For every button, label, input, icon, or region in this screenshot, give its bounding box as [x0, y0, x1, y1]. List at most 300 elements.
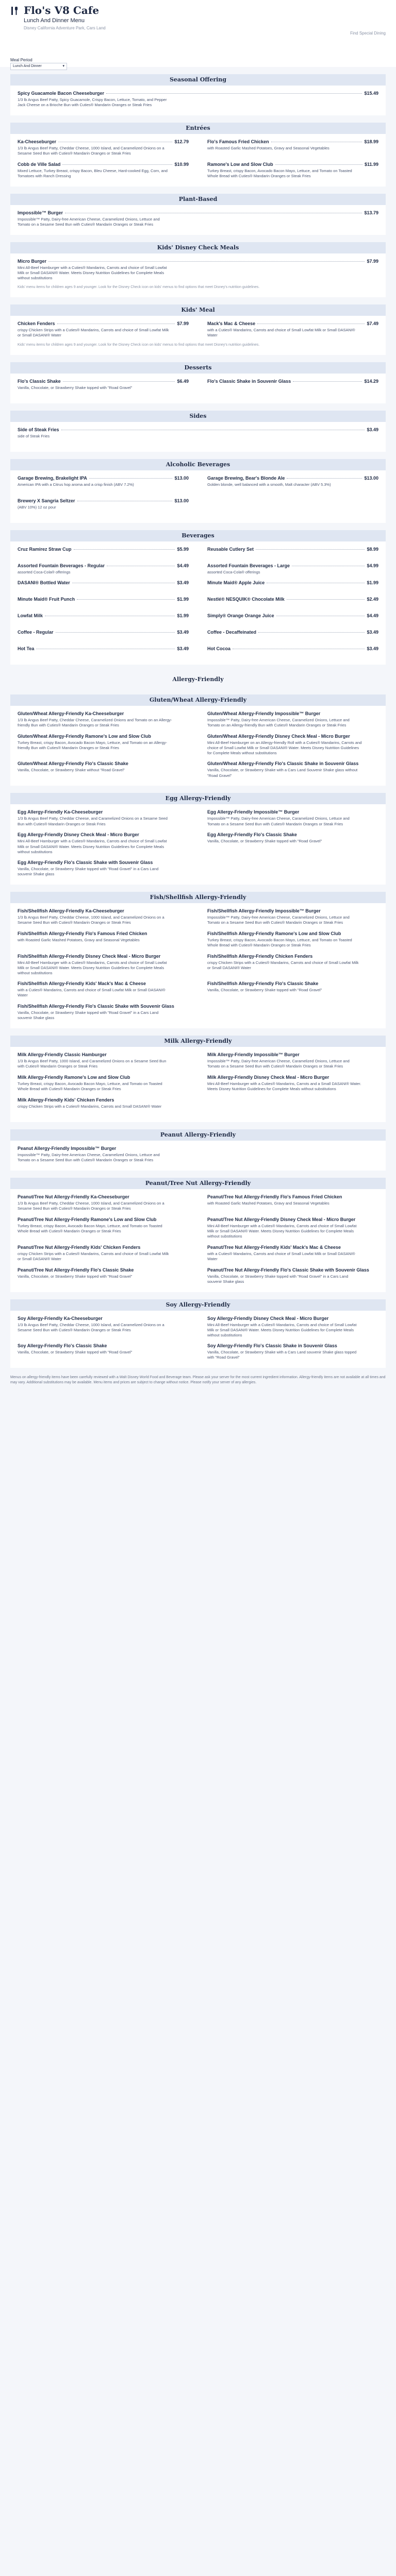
section-header: Kids' Meal: [10, 304, 386, 316]
section-header: Alcoholic Beverages: [10, 459, 386, 470]
menu-item-description: Mini All-Beef Hamburger on an Allergy-friendly Roll with a Cuties® Mandarins, Carrots and choice of Small Lowfat Milk or Small DASANI® Water. Meets Disney Nutrition Guidelines for Complete Meals without substitutions: [207, 740, 362, 756]
menu-item-name: Flo's Classic Shake: [18, 378, 61, 384]
allergy-item-grid: [18, 711, 378, 778]
menu-item-name: Gluten/Wheat Allergy-Friendly Disney Check Meal - Micro Burger: [207, 734, 350, 739]
menu-item-description: Vanilla, Chocolate, or Strawberry Shake topped with "Road Gravel": [207, 839, 322, 844]
menu-item-description: Impossible™ Patty, Dairy-free American Cheese, Caramelized Onions, Lettuce and Tomato on an Allergy-friendly Bun with Cuties® Mandarin Oranges or Steak Fries: [207, 718, 350, 728]
section-body: [10, 422, 386, 452]
allergy-menu-item: [207, 1075, 378, 1092]
menu-item-row: [207, 1267, 378, 1273]
menu-item-price: $3.49: [177, 630, 189, 635]
section-body: [10, 374, 386, 403]
allergy-menu-item: [207, 981, 378, 998]
leader-dots: [287, 478, 362, 479]
allergy-menu-item: [207, 1245, 378, 1262]
item-grid: [18, 321, 378, 338]
menu-item-row: [18, 761, 189, 766]
allergy-menu-item: [18, 931, 189, 948]
header: [0, 0, 396, 67]
allergy-section-header: Peanut Allergy-Friendly: [10, 1129, 386, 1141]
menu-item-price: $13.79: [364, 210, 378, 215]
leader-dots: [77, 599, 175, 600]
allergy-item-grid: [18, 908, 378, 1021]
section-body: [10, 86, 386, 115]
menu-item-name: Gluten/Wheat Allergy-Friendly Flo's Classic Shake: [18, 761, 128, 767]
menu-item: [207, 630, 378, 641]
menu-item-price: $7.99: [367, 259, 378, 264]
menu-item-description: crispy Chicken Strips with a Cuties® Mandarins, Carrots and choice of Small Lowfat Milk or Small DASANI® Water: [18, 1251, 169, 1261]
menu-item-description: (ABV 10%) 12 oz pour: [18, 504, 56, 510]
menu-item-name: Soy Allergy-Friendly Flo's Classic Shake: [18, 1343, 107, 1348]
menu-item-row: [18, 630, 189, 635]
menu-item: [18, 498, 189, 516]
menu-item-name: Gluten/Wheat Allergy-Friendly Impossible™ Burger: [207, 711, 321, 717]
menu-item: [18, 630, 189, 641]
menu-item: [207, 646, 378, 657]
allergy-menu-item: [18, 1146, 378, 1163]
allergy-section-body: [10, 1189, 386, 1292]
menu-item-name: Milk Allergy-Friendly Classic Hamburger: [18, 1052, 107, 1058]
menu-item-description: Mixed Lettuce, Turkey Breast, crispy Bacon, Bleu Cheese, Hard-cooked Egg, Corn, and Tomatoes with Ranch Dressing: [18, 168, 168, 179]
menu-item-name: Fish/Shellfish Allergy-Friendly Chicken Fenders: [207, 953, 313, 959]
allergy-section-header: Peanut/Tree Nut Allergy-Friendly: [10, 1178, 386, 1189]
section-body: [10, 253, 386, 297]
menu-item-row: [18, 597, 189, 602]
allergy-menu-item: [18, 1343, 189, 1361]
menu-item-description: Impossible™ Patty, Dairy-free American Cheese, Caramelized Onions, Lettuce and Tomato on a Sesame Seed Bun with Cuties® Mandarin Oranges or Steak Fries: [207, 1059, 350, 1069]
allergy-menu-item: [18, 734, 189, 756]
menu-item-row: [18, 1316, 189, 1321]
menu-item-name: Hot Cocoa: [207, 646, 230, 652]
menu-item-description: with a Cuties® Mandarins, Carrots and choice of Small Lowfat Milk or Small DASANI® Water: [207, 1251, 355, 1261]
menu-item-description: Mini All-Beef Hamburger with a Cuties® Mandarins, Carrots and choice of Small Lowfat Milk or Small DASANI® Water. Meets Disney Nutrition Guidelines for Complete Meals without substitutions: [18, 265, 167, 281]
menu-item: [18, 646, 189, 657]
menu-item-row: [207, 809, 378, 815]
item-grid: [18, 91, 378, 108]
menu-item-description: Vanilla, Chocolate, or Strawberry Shake topped with "Road Gravel" in a Cars Land souvenir Shake glass: [18, 866, 159, 876]
menu-item-name: Fish/Shellfish Allergy-Friendly Impossible™ Burger: [207, 908, 321, 913]
menu-item-row: [207, 1343, 378, 1348]
menu-item-description: Vanilla, Chocolate, or Strawberry Shake without "Road Gravel": [18, 768, 125, 773]
menu-item-name: Flo's Famous Fried Chicken: [207, 139, 269, 144]
menu-item-row: [18, 711, 189, 716]
menu-item: [207, 476, 378, 493]
meal-period-label: Meal Period: [10, 58, 32, 62]
menu-item-description: with Roasted Garlic Mashed Potatoes, Gravy and Seasonal Vegetables: [207, 146, 329, 150]
menu-item-row: [18, 210, 378, 215]
item-grid: [18, 210, 378, 228]
menu-item: [18, 547, 189, 558]
menu-item-row: [18, 498, 189, 503]
leader-dots: [48, 261, 365, 262]
menu-item-row: [207, 1316, 378, 1321]
menu-item-description: assorted Coca-Cola® offerings: [207, 569, 260, 574]
menu-item-name: Ka-Cheeseburger: [18, 139, 57, 144]
menu-item-price: $14.29: [364, 378, 378, 384]
menu-item-description: 1/3 lb Angus Beef Patty, Cheddar Cheese, 1000 Island, and Caramelized Onions on a Sesame Seed Bun with Cuties® Mandarin Oranges or Steak Fries: [18, 914, 164, 925]
allergy-menu-item: [207, 734, 378, 756]
menu-item-description: Golden blonde, well balanced with a smooth, Malt character (ABV 5.3%): [207, 482, 331, 487]
menu-item: [207, 162, 378, 179]
find-special-dining-link[interactable]: Find Special Dining: [350, 31, 386, 36]
item-grid: [18, 427, 378, 445]
location-text: Disney California Adventure Park, Cars Land: [24, 26, 106, 30]
menu-item-row: [207, 547, 378, 552]
menu-item-price: $3.49: [367, 427, 378, 432]
menu-item: [207, 321, 378, 338]
menu-item-row: [207, 476, 378, 481]
menu-item-name: Fish/Shellfish Allergy-Friendly Ka-Cheeseburger: [18, 908, 124, 913]
allergy-menu-item: [18, 711, 189, 728]
menu-item-name: Fish/Shellfish Allergy-Friendly Flo's Famous Fried Chicken: [18, 930, 147, 936]
menu-item-name: Gluten/Wheat Allergy-Friendly Ramone's Low and Slow Club: [18, 734, 151, 739]
menu-item-row: [18, 832, 189, 837]
allergy-item-grid: [18, 1146, 378, 1163]
menu-item: [18, 139, 189, 157]
menu-item-name: Cobb de Ville Salad: [18, 162, 61, 167]
menu-item-price: $6.49: [177, 378, 189, 384]
menu-item-description: Vanilla, Chocolate, or Strawberry Shake topped with "Road Gravel" in a Cars Land souvenir Shake glass: [18, 1010, 159, 1021]
menu-item-description: Vanilla, Chocolate, or Strawberry Shake topped with "Road Gravel": [207, 988, 322, 993]
menu-item-description: 1/3 lb Angus Beef Patty, Spicy Guacamole, Crispy Bacon, Lettuce, Tomato, and Pepper Jack Cheese on a Brioche Bun with Cuties® Mandarin Oranges or Steak Fries: [18, 97, 167, 108]
allergy-menu-item: [18, 1245, 189, 1262]
allergy-menu-item: [18, 809, 189, 827]
allergy-menu-item: [18, 832, 189, 854]
section-header: Entrées: [10, 123, 386, 134]
menu-item-description: Vanilla, Chocolate, or Strawberry Shake topped with "Road Gravel": [18, 1349, 133, 1354]
menu-item: [18, 476, 189, 493]
allergy-section-header: Fish/Shellfish Allergy-Friendly: [10, 892, 386, 903]
menu-item: [207, 613, 378, 624]
menu-item-row: [18, 1146, 378, 1151]
menu-item-price: $5.99: [177, 546, 189, 552]
menu-item-name: Milk Allergy-Friendly Ramone's Low and Slow Club: [18, 1075, 130, 1080]
menu-item-name: Lowfat Milk: [18, 613, 43, 619]
menu-item-row: [18, 162, 189, 167]
menu-item-name: Simply® Orange Orange Juice: [207, 613, 274, 619]
allergy-section-header: Gluten/Wheat Allergy-Friendly: [10, 694, 386, 706]
menu-item-name: DASANI® Bottled Water: [18, 580, 70, 586]
allergy-item-grid: [18, 1316, 378, 1361]
allergy-menu-item: [18, 1267, 189, 1285]
menu-item: [18, 427, 378, 445]
section-body: [10, 470, 386, 523]
allergy-menu-item: [18, 1052, 189, 1070]
menu-item-description: Turkey Breast, crispy Bacon, Avocado Bacon Mayo, Lettuce, and Tomato on an Allergy-friendly Bun with Cuties® Mandarin Oranges or Steak Fries: [18, 740, 168, 751]
allergy-item-grid: [18, 1194, 378, 1284]
menu-item-description: Turkey Breast, crispy Bacon, Avocado Bacon Mayo, Lettuce, and Tomato on Toasted Whole Bread with Cuties® Mandarin Oranges or Steak Fries: [207, 937, 352, 947]
page-title: Flo's V8 Cafe: [24, 4, 100, 16]
menu-item-name: Peanut Allergy-Friendly Impossible™ Burger: [18, 1146, 117, 1151]
leader-dots: [89, 478, 173, 479]
menu-item-name: Egg Allergy-Friendly Disney Check Meal - Micro Burger: [18, 832, 139, 838]
menu-item-name: Peanut/Tree Nut Allergy-Friendly Disney Check Meal - Micro Burger: [207, 1217, 356, 1223]
menu-item-description: with a Cuties® Mandarins, Carrots and choice of Small Lowfat Milk or Small DASANI® Water: [18, 988, 166, 998]
menu-item-price: $10.99: [174, 162, 189, 167]
menu-item-row: [18, 259, 378, 264]
chevron-down-icon: ▾: [62, 64, 64, 68]
menu-item-name: Nestlé® NESQUIK® Chocolate Milk: [207, 597, 285, 602]
leader-dots: [106, 93, 362, 94]
menu-item-price: $1.99: [177, 613, 189, 619]
menu-item: [18, 580, 189, 591]
allergy-friendly-heading: Allergy-Friendly: [172, 676, 224, 683]
leader-dots: [275, 164, 362, 165]
menu-item-price: $12.79: [174, 139, 189, 144]
menu-item-price: $1.99: [177, 597, 189, 602]
section-note: Kids' menu items for children ages 9 and younger. Look for the Disney Check icon on kids' menus to find options that meet Disney's nutrition guidelines.: [18, 285, 260, 290]
menu-item-row: [18, 1004, 189, 1009]
menu-item-row: [207, 580, 378, 585]
item-grid: [18, 139, 378, 179]
menu-item-description: Vanilla, Chocolate, or Strawberry Shake with a Cars Land Souvenir Shake glass without "Road Gravel": [207, 768, 358, 778]
menu-item-price: $2.49: [367, 597, 378, 602]
allergy-menu-item: [18, 981, 189, 998]
menu-item-description: Turkey Breast, crispy Bacon, Avocado Bacon Mayo, Lettuce, and Tomato on Toasted Whole Bread with Cuties® Mandarin Oranges or Steak Fries: [207, 168, 352, 179]
allergy-section-header: Egg Allergy-Friendly: [10, 793, 386, 804]
menu-item-row: [18, 908, 189, 913]
item-grid: [18, 259, 378, 281]
allergy-menu-item: [207, 1343, 378, 1361]
menu-item-description: 1/3 lb Angus Beef Patty, Cheddar Cheese, 1000 Island, and Caramelized Onions on a Sesame Seed Bun with Cuties® Mandarin Oranges or Steak Fries: [18, 1322, 164, 1332]
allergy-menu-item: [18, 1217, 189, 1239]
menu-item-price: $11.99: [364, 162, 378, 167]
menu-item-row: [18, 476, 189, 481]
menu-item-row: [18, 1194, 189, 1199]
menu-item-name: Egg Allergy-Friendly Impossible™ Burger: [207, 809, 300, 815]
leader-dots: [293, 381, 362, 382]
item-grid: [18, 476, 378, 516]
menu-item-description: Mini All-Beef Hamburger with a Cuties® Mandarins, Carrots and choice of Small Lowfat Milk or Small DASANI® Water. Meets Disney Nutrition Guidelines for Complete Meals without substitutions: [207, 1224, 357, 1239]
menu-item: [18, 597, 189, 608]
menu-item-row: [18, 547, 189, 552]
menu-item-row: [207, 613, 378, 618]
menu-item-row: [18, 139, 189, 144]
menu-item-row: [18, 1097, 189, 1103]
menu-item-name: Mack's Mac & Cheese: [207, 321, 256, 327]
allergy-section-body: [10, 903, 386, 1028]
menu-item-name: Egg Allergy-Friendly Flo's Classic Shake with Souvenir Glass: [18, 859, 153, 865]
menu-item-name: Micro Burger: [18, 259, 47, 264]
menu-item-name: Milk Allergy-Friendly Kids' Chicken Fenders: [18, 1097, 114, 1103]
menu-item-row: [207, 711, 378, 716]
menu-item-name: Garage Brewing, Brakelight IPA: [18, 475, 87, 481]
menu-item: [207, 563, 378, 575]
section-header: Sides: [10, 411, 386, 422]
allergy-menu-item: [207, 832, 378, 854]
menu-item-name: Gluten/Wheat Allergy-Friendly Flo's Classic Shake in Souvenir Glass: [207, 761, 359, 767]
menu-item-row: [18, 1217, 189, 1222]
menu-item-row: [18, 931, 189, 936]
menu-item-description: crispy Chicken Strips with a Cuties® Mandarins, Carrots and Small DASANI® Water: [18, 1104, 162, 1109]
section-header: Desserts: [10, 362, 386, 374]
allergy-menu-item: [18, 761, 189, 778]
allergy-menu-item: [207, 908, 378, 926]
allergy-section-body: [10, 1141, 386, 1171]
menu-item-name: Peanut/Tree Nut Allergy-Friendly Ka-Cheeseburger: [18, 1194, 129, 1200]
allergy-item-grid: [18, 1052, 378, 1115]
allergy-menu-item: [207, 1217, 378, 1239]
leader-dots: [287, 599, 365, 600]
menu-item-description: 1/3 lb Angus Beef Patty, Cheddar Cheese, 1000 Island, and Caramelized Onions on a Sesame Seed Bun with Cuties® Mandarin Oranges or Steak Fries: [18, 146, 164, 156]
menu-item-name: Brewery X Sangria Seltzer: [18, 498, 75, 503]
menu-item-row: [207, 646, 378, 651]
menu-item-description: 1/3 lb Angus Beef Patty, Cheddar Cheese, and Caramelized Onions on a Sesame Seed Bun with Cuties® Mandarin Oranges or Steak Fries: [18, 816, 168, 826]
menu-item-price: $7.49: [367, 321, 378, 327]
menu-item-price: $8.99: [367, 546, 378, 552]
menu-item-description: Mini All-Beef Hamburger with a Cuties® Mandarins, Carrots and choice of Small Lowfat Milk or Small DASANI® Water. Meets Disney Nutrition Guidelines for Complete Meals without substitutions: [18, 839, 167, 854]
menu-item-row: [18, 321, 189, 326]
menu-item-name: Peanut/Tree Nut Allergy-Friendly Kids' Mack's Mac & Cheese: [207, 1244, 341, 1250]
menu-item-row: [18, 809, 189, 815]
menu-item-row: [18, 954, 189, 959]
menu-item-name: Peanut/Tree Nut Allergy-Friendly Kids' Chicken Fenders: [18, 1244, 141, 1250]
menu-item-name: Garage Brewing, Bear's Blonde Ale: [207, 475, 285, 481]
menu-item-description: Vanilla, Chocolate, or Strawberry Shake topped with "Road Gravel" in a Cars Land souvenir Shake glass: [207, 1274, 349, 1284]
menu-item-price: $4.49: [367, 613, 378, 619]
allergy-menu-item: [207, 1316, 378, 1338]
section-header: Beverages: [10, 530, 386, 541]
section-header: Plant-Based: [10, 194, 386, 205]
menu-item-name: Coffee - Decaffeinated: [207, 630, 257, 635]
allergy-section-body: [10, 706, 386, 786]
menu-item-name: Gluten/Wheat Allergy-Friendly Ka-Cheeseburger: [18, 711, 124, 717]
allergy-menu-item: [207, 809, 378, 827]
menu-item-price: $4.99: [367, 563, 378, 568]
menu-item-description: American IPA with a Citrus hop aroma and a crisp finish (ABV 7.2%): [18, 482, 134, 487]
menu-item-name: Spicy Guacamole Bacon Cheeseburger: [18, 91, 105, 96]
section-body: [10, 541, 386, 665]
menu-item-row: [207, 630, 378, 635]
menu-item-row: [207, 139, 378, 144]
menu-item-price: $13.00: [174, 475, 189, 481]
menu-item-row: [207, 597, 378, 602]
menu-item-description: crispy Chicken Strips with a Cuties® Mandarins, Carrots and choice of Small Lowfat Milk or Small DASANI® Water: [18, 328, 169, 338]
restaurant-icon: [10, 6, 19, 15]
menu-item-name: Soy Allergy-Friendly Ka-Cheeseburger: [18, 1315, 103, 1321]
menu-item: [18, 91, 378, 108]
menu-item-row: [18, 646, 189, 651]
menu-item-description: Vanilla, Chocolate, or Strawberry Shake topped with "Road Gravel": [18, 1274, 133, 1279]
menu-item-row: [207, 1245, 378, 1250]
menu-item-price: $3.49: [177, 646, 189, 652]
menu-item-price: $13.00: [364, 475, 378, 481]
menu-item-row: [18, 379, 189, 384]
allergy-section-body: [10, 1047, 386, 1122]
menu-item-description: with a Cuties® Mandarins, Carrots and choice of Small Lowfat Milk or Small DASANI® Water: [207, 328, 355, 338]
menu-item-description: Impossible™ Patty, Dairy-free American Cheese, Caramelized Onions, Lettuce and Tomato on a Sesame Seed Bun with Cuties® Mandarin Oranges or Steak Fries: [207, 816, 350, 826]
allergy-menu-item: [18, 1194, 189, 1212]
menu-item: [207, 379, 378, 396]
menu-item-price: $18.99: [364, 139, 378, 144]
menu-item-row: [207, 563, 378, 568]
menu-content: [0, 74, 396, 1368]
menu-item-name: Fish/Shellfish Allergy-Friendly Flo's Classic Shake: [207, 981, 319, 987]
menu-item-name: Fish/Shellfish Allergy-Friendly Kids' Mack's Mac & Cheese: [18, 981, 146, 987]
menu-item: [207, 547, 378, 558]
menu-item-row: [18, 580, 189, 585]
menu-item-name: Minute Maid® Fruit Punch: [18, 597, 75, 602]
menu-item-description: Mini All-Beef Hamburger with a Cuties® Mandarins, Carrots and choice of Small Lowfat Milk or Small DASANI® Water. Meets Disney Nutrition Guidelines for Complete Meals without substitutions: [18, 960, 167, 976]
meal-period-select[interactable]: [10, 63, 67, 70]
menu-item-row: [18, 1343, 189, 1348]
leader-dots: [56, 632, 175, 633]
menu-item-name: Assorted Fountain Beverages - Large: [207, 563, 290, 568]
menu-item: [18, 379, 189, 396]
menu-item-name: Peanut/Tree Nut Allergy-Friendly Flo's Classic Shake: [18, 1267, 134, 1273]
item-grid: [18, 547, 378, 657]
menu-item-row: [18, 1245, 189, 1250]
menu-item: [18, 162, 189, 179]
menu-item-description: with Roasted Garlic Mashed Potatoes, Gravy and Seasonal Vegetables: [18, 937, 140, 942]
menu-item-row: [18, 563, 189, 568]
leader-dots: [63, 381, 175, 382]
menu-subtitle: Lunch And Dinner Menu: [24, 18, 85, 24]
menu-item-description: Impossible™ Patty, Dairy-free American Cheese, Caramelized Onions, Lettuce and Tomato on a Sesame Seed Bun with Cuties® Mandarin Oranges or Steak Fries: [18, 217, 160, 227]
menu-item-name: Hot Tea: [18, 646, 35, 652]
menu-item-description: assorted Coca-Cola® offerings: [18, 569, 71, 574]
menu-item-row: [18, 734, 189, 739]
menu-item: [18, 563, 189, 575]
menu-item: [18, 210, 378, 228]
menu-item-name: Peanut/Tree Nut Allergy-Friendly Ramone's Low and Slow Club: [18, 1217, 157, 1223]
menu-item-row: [18, 981, 189, 986]
menu-item-description: 1/3 lb Angus Beef Patty, Cheddar Cheese, Caramelized Onions and Tomato on an Allergy-friendly Bun with Cuties® Mandarin Oranges or Steak Fries: [18, 718, 172, 728]
allergy-section-body: [10, 1311, 386, 1368]
menu-item-row: [18, 427, 378, 432]
allergy-menu-item: [207, 761, 378, 778]
allergy-menu-item: [207, 1052, 378, 1070]
allergy-menu-item: [18, 860, 189, 877]
section-body: [10, 134, 386, 187]
menu-item-row: [207, 832, 378, 837]
menu-item-name: Ramone's Low and Slow Club: [207, 162, 273, 167]
menu-item-name: Milk Allergy-Friendly Disney Check Meal - Micro Burger: [207, 1075, 329, 1080]
menu-item-name: Impossible™ Burger: [18, 210, 63, 215]
menu-item-name: Flo's Classic Shake in Souvenir Glass: [207, 378, 291, 384]
menu-item: [207, 597, 378, 608]
menu-item-row: [18, 1075, 189, 1080]
menu-item-price: $1.99: [367, 580, 378, 586]
menu-item-description: Vanilla, Chocolate, or Strawberry Shake topped with "Road Gravel": [18, 385, 133, 390]
footer-disclaimer: Menus on allergy-friendly items have been carefully reviewed with a Walt Disney World Food and Beverage team. Please ask your server for the most current ingredient information. Allergy-friendly items are not available at all times and may vary. Additional substitutions may be available. Menu items and prices are subject to change without notice. Please notify your server of any allergies.: [10, 1375, 386, 1385]
allergy-menu-item: [207, 954, 378, 976]
menu-item-row: [18, 613, 189, 618]
menu-item-name: Cruz Ramirez Straw Cup: [18, 546, 72, 552]
allergy-menu-item: [207, 1267, 378, 1285]
menu-item-name: Soy Allergy-Friendly Flo's Classic Shake in Souvenir Glass: [207, 1343, 337, 1348]
menu-item-row: [207, 908, 378, 913]
allergy-menu-item: [18, 1316, 189, 1338]
menu-item-row: [207, 162, 378, 167]
menu-item-name: Fish/Shellfish Allergy-Friendly Ramone's Low and Slow Club: [207, 930, 341, 936]
menu-item-description: side of Steak Fries: [18, 433, 50, 438]
section-header: Seasonal Offering: [10, 74, 386, 86]
menu-item-row: [207, 1194, 378, 1199]
menu-item-description: 1/3 lb Angus Beef Patty, 1000 Island, and Caramelized Onions on a Sesame Seed Bun with Cuties® Mandarin Oranges or Steak Fries: [18, 1059, 167, 1069]
menu-item-row: [207, 379, 378, 384]
menu-item-description: Mini All-Beef Hamburger with a Cuties® Mandarins, Carrots and a Small DASANI® Water. Meets Disney Nutrition Guidelines for Complete Meals without substitutions: [207, 1081, 361, 1092]
menu-item-row: [207, 931, 378, 936]
menu-item-price: $7.99: [177, 321, 189, 327]
section-header: Kids' Disney Check Meals: [10, 242, 386, 253]
menu-item-name: Chicken Fenders: [18, 321, 55, 327]
menu-item: [18, 259, 378, 281]
menu-item-row: [18, 1267, 189, 1273]
menu-item-name: Peanut/Tree Nut Allergy-Friendly Flo's Classic Shake with Souvenir Glass: [207, 1267, 369, 1273]
menu-item-description: Turkey Breast, crispy Bacon, Avocado Bacon Mayo, Lettuce, and Tomato on Toasted Whole Bread with Cuties® Mandarin Oranges or Steak Fries: [18, 1081, 162, 1092]
menu-item-description: Impossible™ Patty, Dairy-free American Cheese, Caramelized Onions, Lettuce and Tomato on a Sesame Seed Bun with Cuties® Mandarin Oranges or Steak Fries: [207, 914, 350, 925]
